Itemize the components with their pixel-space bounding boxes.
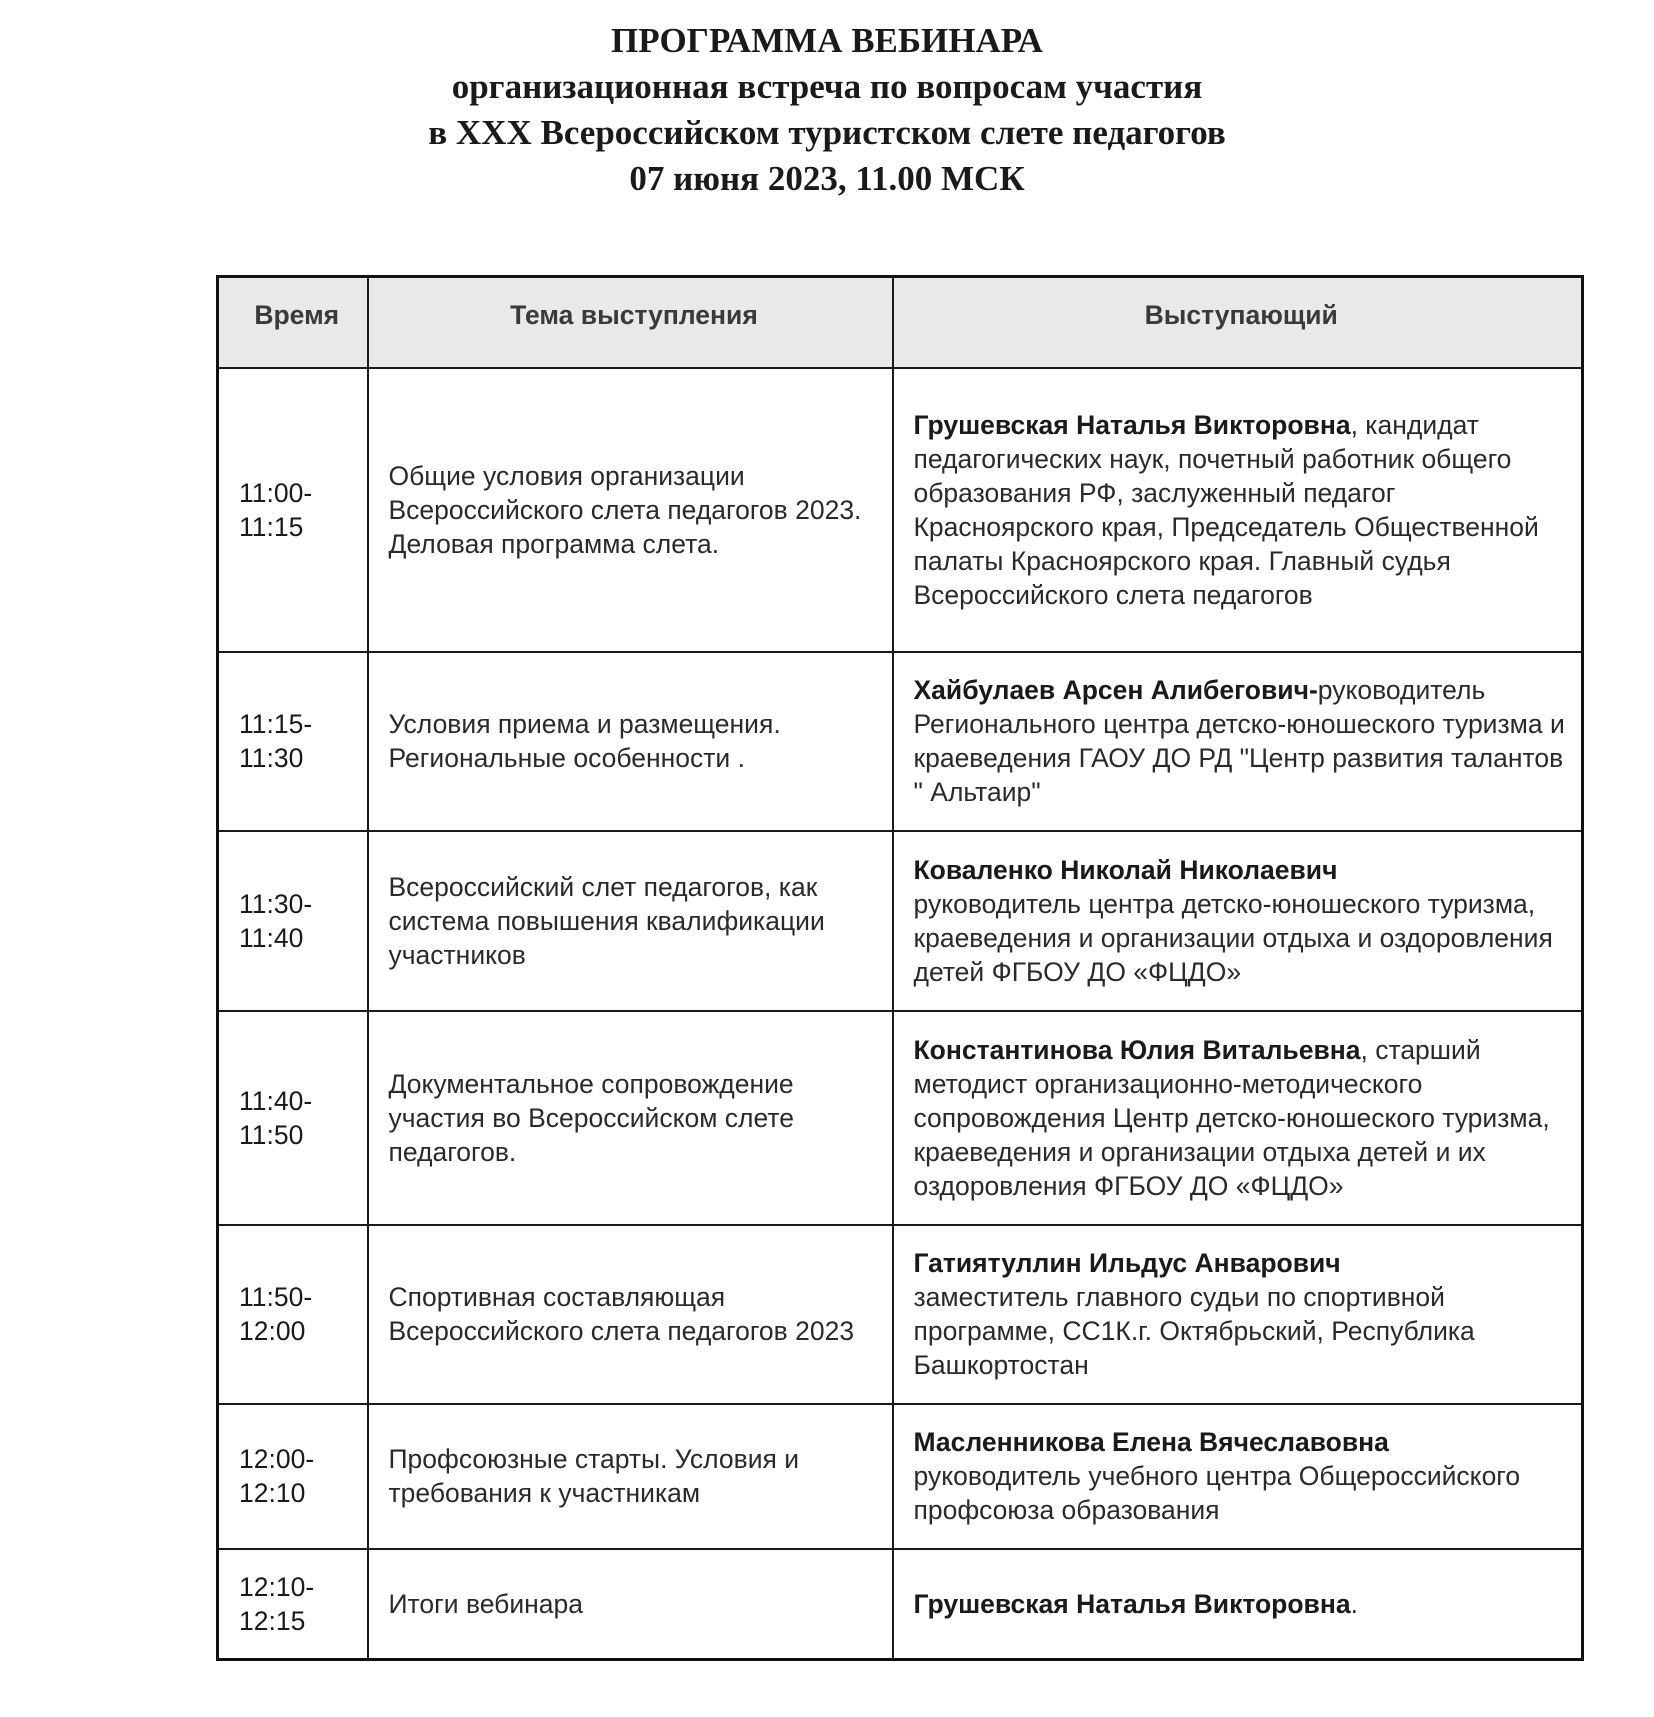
document-date: 07 июня 2023, 11.00 МСК xyxy=(629,159,1025,198)
table-row xyxy=(218,1549,1583,1660)
table-row xyxy=(218,831,1583,1011)
time-start: 11:00- xyxy=(239,477,313,508)
table-header-row xyxy=(218,277,1583,368)
table-row xyxy=(218,368,1583,652)
speaker-description: , кандидат педагогических наук, почетный работник общего образования РФ, заслуженный педагог Красноярского края, Председатель Общественной палаты Красноярского края. Главный судья Всероссийского слета педагогов xyxy=(913,409,1539,610)
document-subtitle-line-2: в XXX Всероссийском туристском слете педагогов xyxy=(428,113,1226,152)
topic-text: Условия приема и размещения. Региональные особенности . xyxy=(388,709,781,773)
time-end: 12:10 xyxy=(239,1478,306,1508)
time-start: 11:30- xyxy=(239,888,313,919)
document-title: ПРОГРАММА ВЕБИНАРА xyxy=(611,21,1043,60)
speaker-cell xyxy=(893,1404,1583,1549)
speaker-description: руководитель Регионального центра детско-юношеского туризма и краеведения ГАОУ ДО РД "Центр развития талантов " Альтаир" xyxy=(913,675,1565,807)
time-start: 12:00- xyxy=(239,1444,315,1474)
document-header xyxy=(0,18,1654,202)
speaker-description: . xyxy=(1350,1588,1358,1619)
table-row xyxy=(218,1404,1583,1549)
speaker-cell xyxy=(893,1225,1583,1404)
topic-text: Общие условия организации Всероссийского слета педагогов 2023. Деловая программа слета. xyxy=(388,460,862,559)
time-end: 11:40 xyxy=(239,922,304,953)
time-cell xyxy=(218,1549,368,1660)
time-end: 12:15 xyxy=(239,1605,306,1636)
topic-text: Профсоюзные старты. Условия и требования к участникам xyxy=(388,1444,800,1508)
speaker-name: Гатиятуллин Ильдус Анварович xyxy=(913,1248,1341,1278)
topic-text: Всероссийский слет педагогов, как система повышения квалификации участников xyxy=(388,871,825,970)
topic-cell xyxy=(368,652,893,831)
topic-text: Итоги вебинара xyxy=(388,1588,584,1619)
speaker-name: Хайбулаев Арсен Алибегович- xyxy=(913,675,1318,705)
topic-cell xyxy=(368,831,893,1011)
topic-cell xyxy=(368,1549,893,1660)
speaker-cell xyxy=(893,652,1583,831)
topic-cell xyxy=(368,1404,893,1549)
time-cell xyxy=(218,1225,368,1404)
time-start: 11:40- xyxy=(239,1085,313,1116)
speaker-name: Масленникова Елена Вячеславовна xyxy=(913,1427,1389,1457)
speaker-description: руководитель центра детско-юношеского туризма, краеведения и организации отдыха и оздоровления детей ФГБОУ ДО «ФЦДО» xyxy=(913,888,1553,987)
speaker-description: , старший методист организационно-методического сопровождения Центр детско-юношеского туризма, краеведения и организации отдыха детей и их оздоровления ФГБОУ ДО «ФЦДО» xyxy=(913,1034,1550,1201)
column-header-topic: Тема выступления xyxy=(368,277,893,368)
column-header-speaker: Выступающий xyxy=(893,277,1583,368)
time-cell xyxy=(218,652,368,831)
speaker-name: Константинова Юлия Витальевна xyxy=(913,1034,1361,1065)
time-cell xyxy=(218,368,368,652)
table-row xyxy=(218,652,1583,831)
topic-text: Спортивная составляющая Всероссийского слета педагогов 2023 xyxy=(388,1282,855,1346)
time-end: 12:00 xyxy=(239,1316,306,1346)
speaker-description: заместитель главного судьи по спортивной программе, СС1К.г. Октябрьский, Республика Башкортостан xyxy=(913,1282,1475,1380)
column-header-time: Время xyxy=(218,277,368,368)
document-subtitle-line-1: организационная встреча по вопросам участия xyxy=(451,67,1203,106)
speaker-cell xyxy=(893,368,1583,652)
topic-text: Документальное сопровождение участия во Всероссийском слете педагогов. xyxy=(388,1068,794,1167)
time-start: 11:15- xyxy=(239,709,313,739)
topic-cell xyxy=(368,1011,893,1225)
speaker-name: Грушевская Наталья Викторовна xyxy=(913,1588,1351,1619)
program-table xyxy=(216,275,1584,1661)
time-end: 11:15 xyxy=(239,511,304,542)
time-end: 11:50 xyxy=(239,1119,304,1150)
time-cell xyxy=(218,1404,368,1549)
speaker-cell xyxy=(893,831,1583,1011)
time-cell xyxy=(218,831,368,1011)
speaker-cell xyxy=(893,1549,1583,1660)
speaker-name: Коваленко Николай Николаевич xyxy=(913,854,1338,885)
time-end: 11:30 xyxy=(239,743,304,773)
topic-cell xyxy=(368,1225,893,1404)
speaker-description: руководитель учебного центра Общероссийского профсоюза образования xyxy=(913,1461,1521,1525)
speaker-name: Грушевская Наталья Викторовна xyxy=(913,409,1351,440)
table-row xyxy=(218,1225,1583,1404)
time-cell xyxy=(218,1011,368,1225)
topic-cell xyxy=(368,368,893,652)
speaker-cell xyxy=(893,1011,1583,1225)
time-start: 11:50- xyxy=(239,1282,313,1312)
table-row xyxy=(218,1011,1583,1225)
time-start: 12:10- xyxy=(239,1571,315,1602)
